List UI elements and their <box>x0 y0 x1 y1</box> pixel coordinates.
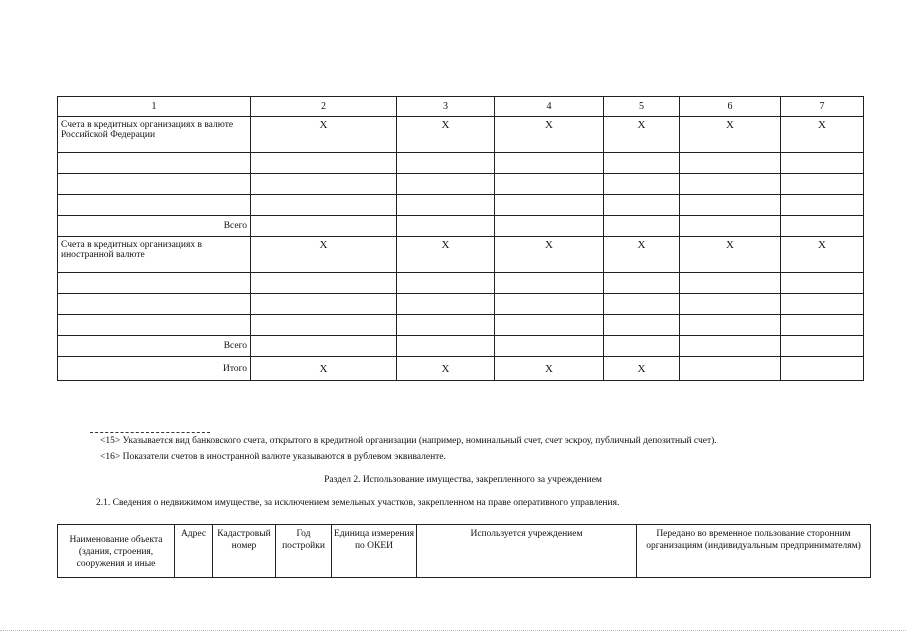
bottom-edge <box>0 630 906 633</box>
header-year: Год постройки <box>276 525 332 578</box>
table-row <box>58 273 864 294</box>
footnote-separator <box>90 432 210 433</box>
subsection-title: 2.1. Сведения о недвижимом имуществе, за исключением земельных участков, закрепленном на праве оперативного управления. <box>96 498 620 508</box>
total-row <box>58 336 864 357</box>
table-row <box>58 315 864 336</box>
total-label: Всего <box>58 216 251 237</box>
col-number-cell: 6 <box>680 97 781 117</box>
table-row <box>58 174 864 195</box>
col-number-cell: 3 <box>397 97 495 117</box>
table-row <box>58 195 864 216</box>
header-transferred: Передано во временное пользование сторонним организациям (индивидуальным предпринимателям) <box>637 525 871 578</box>
section-title: Раздел 2. Использование имущества, закрепленного за учреждением <box>324 475 602 485</box>
table-row <box>58 153 864 174</box>
x-mark: X <box>604 117 680 153</box>
x-mark: X <box>397 117 495 153</box>
col-number-cell: 4 <box>495 97 604 117</box>
x-mark: X <box>781 237 864 273</box>
x-mark: X <box>251 357 397 381</box>
x-mark: X <box>251 117 397 153</box>
col-number-cell: 5 <box>604 97 680 117</box>
x-mark: X <box>781 117 864 153</box>
col-number-cell: 7 <box>781 97 864 117</box>
table-row <box>58 237 864 273</box>
col-number-cell: 1 <box>58 97 251 117</box>
col-number-cell: 2 <box>251 97 397 117</box>
x-mark: X <box>495 237 604 273</box>
header-unit: Единица измерения по ОКЕИ <box>332 525 417 578</box>
x-mark: X <box>495 117 604 153</box>
group-label-rub: Счета в кредитных организациях в валюте Российской Федерации <box>58 117 251 153</box>
x-mark: X <box>495 357 604 381</box>
x-mark: X <box>680 117 781 153</box>
x-mark: X <box>397 357 495 381</box>
property-table <box>57 524 871 578</box>
table-row <box>58 117 864 153</box>
x-mark: X <box>604 237 680 273</box>
header-address: Адрес <box>175 525 213 578</box>
group-label-foreign: Счета в кредитных организациях в иностранной валюте <box>58 237 251 273</box>
grand-total-label: Итого <box>58 357 251 381</box>
footnote-15: <15> Указывается вид банковского счета, открытого в кредитной организации (например, номинальный счет, счет эскроу, публичный депозитный счет). <box>100 436 717 446</box>
x-mark: X <box>397 237 495 273</box>
header-object-name: Наименование объекта (здания, строения, сооружения и иные <box>58 525 175 578</box>
total-label: Всего <box>58 336 251 357</box>
footnote-16: <16> Показатели счетов в иностранной валюте указываются в рублевом эквиваленте. <box>100 452 446 462</box>
column-number-row <box>58 97 864 117</box>
header-used: Используется учреждением <box>417 525 637 578</box>
grand-total-row <box>58 357 864 381</box>
table-row <box>58 294 864 315</box>
total-row <box>58 216 864 237</box>
x-mark: X <box>251 237 397 273</box>
x-mark: X <box>604 357 680 381</box>
accounts-table <box>57 96 864 381</box>
header-cadastral: Кадастровый номер <box>213 525 276 578</box>
header-row <box>58 525 871 578</box>
x-mark: X <box>680 237 781 273</box>
